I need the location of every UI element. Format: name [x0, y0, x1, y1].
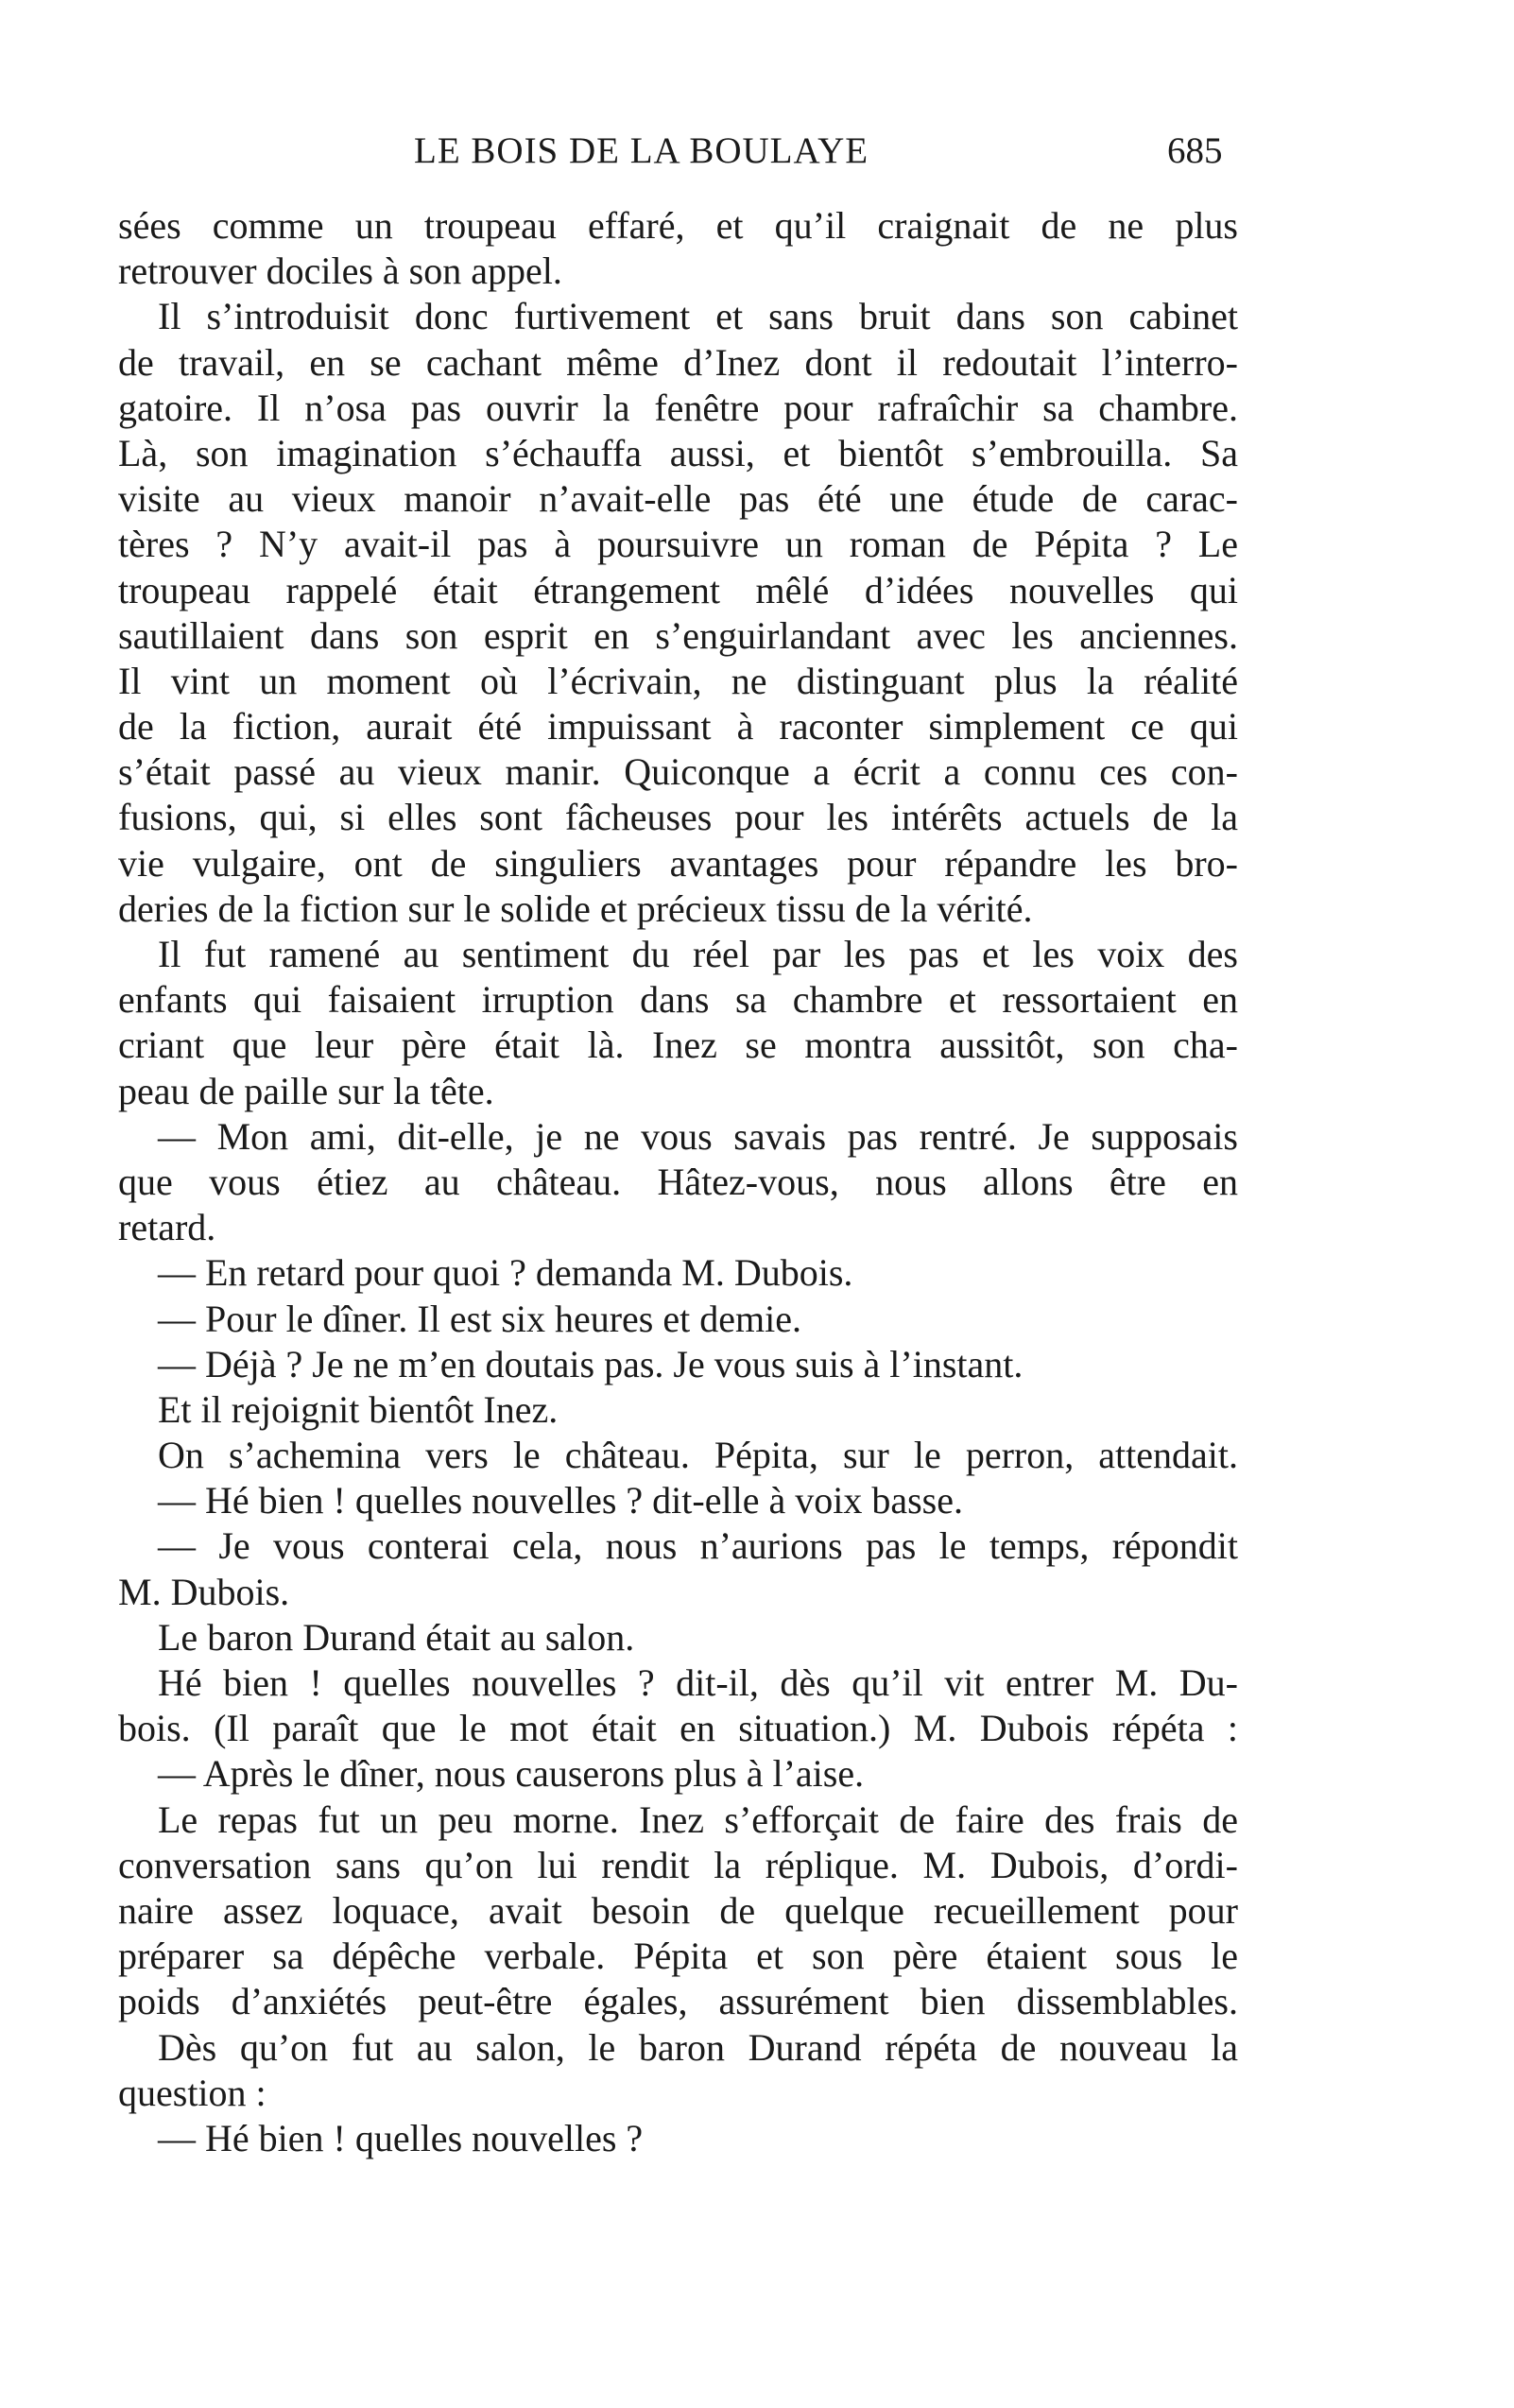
text-line: tères ? N’y avait-il pas à poursuivre un roman de Pépita ? Le — [118, 523, 1238, 566]
body-text — [118, 203, 1238, 2161]
text-line: de travail, en se cachant même d’Inez dont il redoutait l’interro- — [118, 340, 1238, 384]
text-line: sautillaient dans son esprit en s’enguirlandant avec les anciennes. — [118, 613, 1238, 657]
text-line: Le repas fut un peu morne. Inez s’efforçait de faire des frais de — [158, 1797, 1238, 1841]
text-line: retrouver dociles à son appel. — [118, 249, 562, 293]
text-line: de la fiction, aurait été impuissant à raconter simplement ce qui — [118, 705, 1238, 748]
text-line: conversation sans qu’on lui rendit la réplique. M. Dubois, d’ordi- — [118, 1843, 1238, 1886]
text-line: On s’achemina vers le château. Pépita, sur le perron, attendait. — [158, 1434, 1238, 1477]
text-line: Il s’introduisit donc furtivement et sans bruit dans son cabinet — [158, 295, 1238, 338]
text-line: M. Dubois. — [118, 1570, 290, 1613]
text-line: naire assez loquace, avait besoin de quelque recueillement pour — [118, 1888, 1238, 1932]
text-line: vie vulgaire, ont de singuliers avantages pour répandre les bro- — [118, 841, 1238, 885]
text-line: Il fut ramené au sentiment du réel par les pas et les voix des — [158, 933, 1238, 975]
text-line: visite au vieux manoir n’avait-elle pas été une étude de carac- — [118, 477, 1238, 521]
text-line: Il vint un moment où l’écrivain, ne distinguant plus la réalité — [118, 659, 1238, 702]
text-line: — Je vous conterai cela, nous n’aurions pas le temps, répondit — [158, 1524, 1238, 1568]
text-line: Là, son imagination s’échauffa aussi, et bientôt s’embrouilla. Sa — [118, 431, 1238, 474]
text-line: — Après le dîner, nous causerons plus à l’aise. — [158, 1752, 865, 1796]
text-line: poids d’anxiétés peut-être égales, assurément bien dissemblables. — [118, 1980, 1238, 2023]
page-number: 685 — [1167, 130, 1223, 171]
text-line: deries de la fiction sur le solide et précieux tissu de la vérité. — [118, 886, 1033, 930]
text-line: — Hé bien ! quelles nouvelles ? — [158, 2116, 644, 2159]
running-title: LE BOIS DE LA BOULAYE — [414, 130, 869, 171]
text-line: troupeau rappelé était étrangement mêlé d’idées nouvelles qui — [118, 568, 1238, 611]
text-line: criant que leur père était là. Inez se montra aussitôt, son cha- — [118, 1023, 1238, 1067]
text-line: fusions, qui, si elles sont fâcheuses pour les intérêts actuels de la — [118, 796, 1238, 839]
text-line: enfants qui faisaient irruption dans sa chambre et ressortaient en — [118, 978, 1238, 1022]
text-line: — En retard pour quoi ? demanda M. Dubois. — [158, 1251, 853, 1295]
text-line: préparer sa dépêche verbale. Pépita et son père étaient sous le — [118, 1935, 1238, 1978]
text-line: — Pour le dîner. Il est six heures et demie. — [158, 1297, 801, 1340]
text-line: question : — [118, 2071, 267, 2114]
text-line: Dès qu’on fut au salon, le baron Durand répéta de nouveau la — [158, 2025, 1238, 2069]
text-line: — Déjà ? Je ne m’en doutais pas. Je vous suis à l’instant. — [158, 1342, 1024, 1385]
text-line: — Mon ami, dit-elle, je ne vous savais pas rentré. Je supposais — [158, 1114, 1238, 1158]
text-line: Le baron Durand était au salon. — [158, 1615, 635, 1659]
text-line: — Hé bien ! quelles nouvelles ? dit-elle à voix basse. — [158, 1479, 963, 1522]
text-line: retard. — [118, 1206, 216, 1249]
text-line: que vous étiez au château. Hâtez-vous, nous allons être en — [118, 1160, 1238, 1203]
text-line: peau de paille sur la tête. — [118, 1069, 494, 1112]
text-line: bois. (Il paraît que le mot était en situation.) M. Dubois répéta : — [118, 1707, 1238, 1750]
text-line: Hé bien ! quelles nouvelles ? dit-il, dès qu’il vit entrer M. Du- — [158, 1661, 1238, 1704]
text-line: s’était passé au vieux manir. Quiconque a écrit a connu ces con- — [118, 750, 1238, 794]
text-line: gatoire. Il n’osa pas ouvrir la fenêtre pour rafraîchir sa chambre. — [118, 386, 1238, 429]
text-line: sées comme un troupeau effaré, et qu’il craignait de ne plus — [118, 204, 1238, 247]
text-line: Et il rejoignit bientôt Inez. — [158, 1387, 559, 1431]
